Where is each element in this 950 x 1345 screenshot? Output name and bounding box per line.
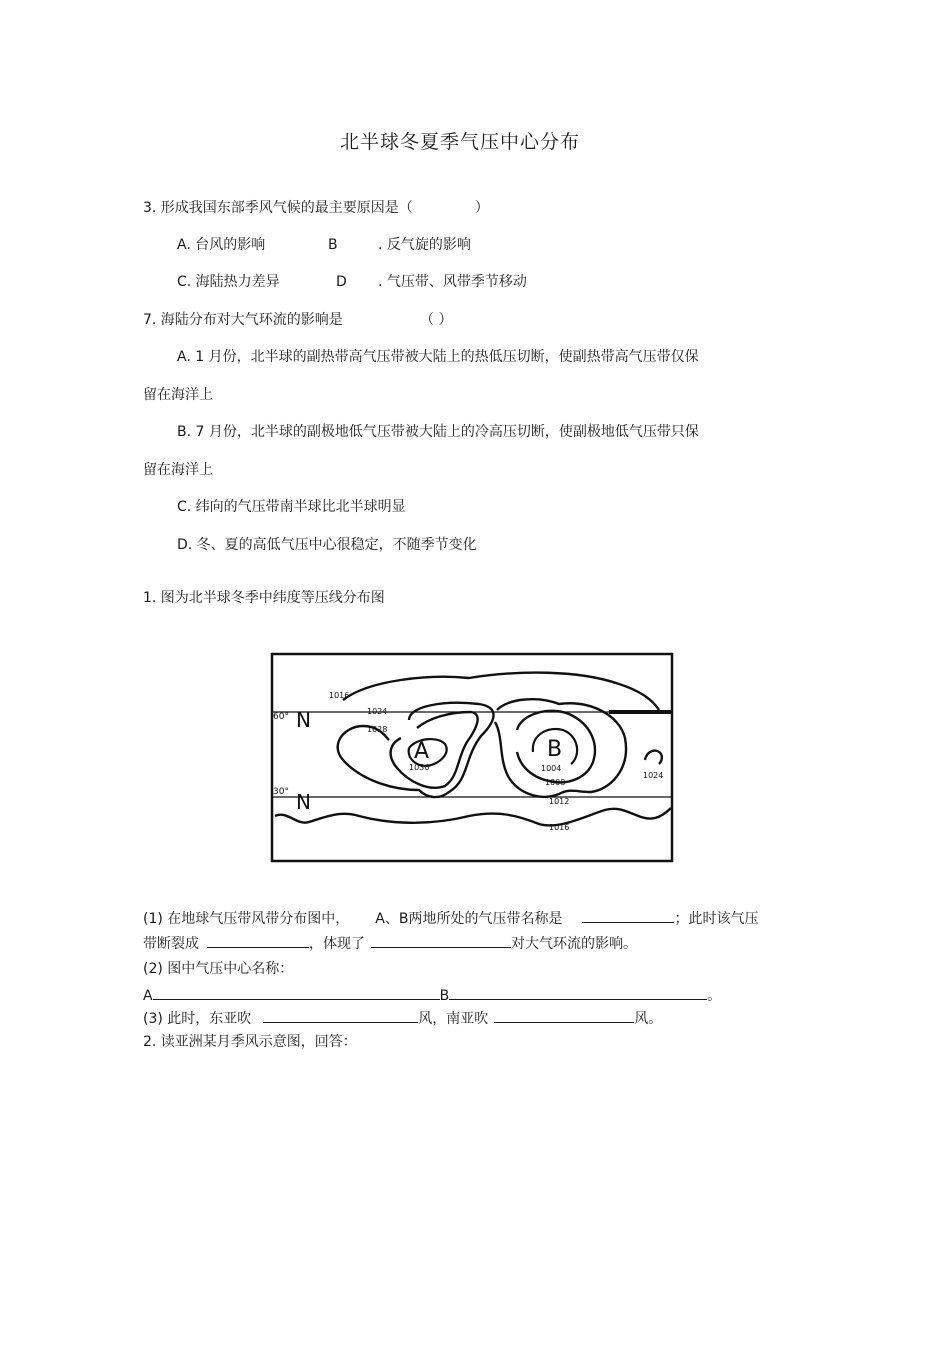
q3-stem bbox=[143, 199, 489, 217]
isobar-label-1008: 1008 bbox=[545, 778, 566, 787]
p1-sub1-d: 带断裂成 bbox=[143, 936, 199, 952]
q3-stem-text: 3. 形成我国东部季风气候的最主要原因是（ bbox=[143, 200, 413, 216]
blank-pressure-belt[interactable] bbox=[582, 908, 674, 923]
p1-sub1-c: ；此时该气压 bbox=[674, 911, 759, 927]
q7-paren: （ ） bbox=[420, 312, 453, 328]
lat-30-label: 30° bbox=[273, 787, 289, 797]
q3-option-b-letter: B bbox=[328, 237, 338, 253]
isobar-label-1028: 1028 bbox=[367, 725, 388, 734]
q7-option-c: C. 纬向的气压带南半球比北半球明显 bbox=[177, 499, 406, 515]
page-title: 北半球冬夏季气压中心分布 bbox=[340, 131, 581, 153]
n-label-30: N bbox=[296, 790, 311, 814]
blank-center-a[interactable] bbox=[153, 985, 440, 1000]
p1-sub1-a: (1) 在地球气压带风带分布图中， bbox=[143, 911, 350, 927]
p1-sub2-answers bbox=[143, 985, 721, 1005]
p1-sub3 bbox=[143, 1008, 662, 1028]
isobar-1016-top bbox=[343, 673, 659, 710]
q3-option-d-text: . 气压带、风带季节移动 bbox=[378, 274, 527, 290]
q7-option-a-line1: A. 1 月份，北半球的副热带高气压带被大陆上的热低压切断，使副热带高气压带仅保 bbox=[177, 349, 699, 365]
q7-option-a-line2: 留在海洋上 bbox=[143, 387, 213, 403]
isobar-label-1024-right: 1024 bbox=[643, 771, 664, 780]
blank-east-asia-wind[interactable] bbox=[263, 1008, 418, 1023]
isobar-label-1012: 1012 bbox=[549, 797, 570, 806]
isobar-mid-a bbox=[391, 712, 478, 788]
p1-sub3-c: 风。 bbox=[634, 1011, 663, 1027]
center-a-label: A bbox=[414, 739, 430, 764]
p1-sub2-end: 。 bbox=[707, 988, 722, 1004]
isobar-label-1016-bottom: 1016 bbox=[549, 823, 570, 832]
figure-frame bbox=[272, 654, 672, 861]
p1-sub1-f: 对大气环流的影响。 bbox=[511, 936, 637, 952]
blank-split-into[interactable] bbox=[207, 933, 309, 948]
p1-sub1-b: A、B两地所处的气压带名称是 bbox=[375, 911, 563, 927]
p1-sub1-line2 bbox=[143, 933, 637, 953]
p1-sub3-a: (3) 此时，东亚吹 bbox=[143, 1011, 252, 1027]
problem-2-heading: 2. 读亚洲某月季风示意图，回答： bbox=[143, 1034, 357, 1050]
problem-1-heading: 1. 图为北半球冬季中纬度等压线分布图 bbox=[143, 590, 385, 606]
p1-sub1-e: ，体现了 bbox=[309, 936, 365, 952]
q7-stem: 7. 海陆分布对大气环流的影响是 bbox=[143, 312, 343, 328]
isobar-label-1036: 1036 bbox=[409, 763, 430, 772]
p1-sub2: (2) 图中气压中心名称： bbox=[143, 961, 294, 977]
isobar-label-1004: 1004 bbox=[541, 764, 562, 773]
q3-option-a: A. 台风的影响 bbox=[177, 237, 266, 253]
isobar-map-figure bbox=[259, 640, 687, 876]
q3-option-b-text: . 反气旋的影响 bbox=[378, 237, 471, 253]
isobar-1016-bottom bbox=[275, 808, 671, 825]
q3-option-d-letter: D bbox=[336, 274, 347, 290]
q3-close-paren: ） bbox=[474, 200, 489, 216]
q7-option-b-line2: 留在海洋上 bbox=[143, 462, 213, 478]
p1-sub2-a-label: A bbox=[143, 988, 153, 1004]
isobar-1024-right bbox=[645, 751, 662, 764]
q7-option-d: D. 冬、夏的高低气压中心很稳定，不随季节变化 bbox=[177, 537, 477, 553]
blank-center-b[interactable] bbox=[449, 985, 707, 1000]
p1-sub1-line1 bbox=[143, 908, 758, 928]
q3-option-c: C. 海陆热力差异 bbox=[177, 274, 280, 290]
blank-south-asia-wind[interactable] bbox=[494, 1008, 634, 1023]
isobar-label-1016-top: 1016 bbox=[329, 691, 350, 700]
n-label-60: N bbox=[296, 708, 311, 732]
isobar-label-1024-a: 1024 bbox=[367, 707, 388, 716]
p1-sub2-b-label: B bbox=[439, 988, 450, 1004]
center-b-label: B bbox=[547, 737, 563, 762]
p1-sub3-b: 风，南亚吹 bbox=[418, 1011, 489, 1027]
blank-reflects[interactable] bbox=[371, 933, 511, 948]
q7-option-b-line1: B. 7 月份，北半球的副极地低气压带被大陆上的冷高压切断，使副极地低气压带只保 bbox=[177, 424, 699, 440]
lat-60-label: 60° bbox=[273, 712, 289, 722]
